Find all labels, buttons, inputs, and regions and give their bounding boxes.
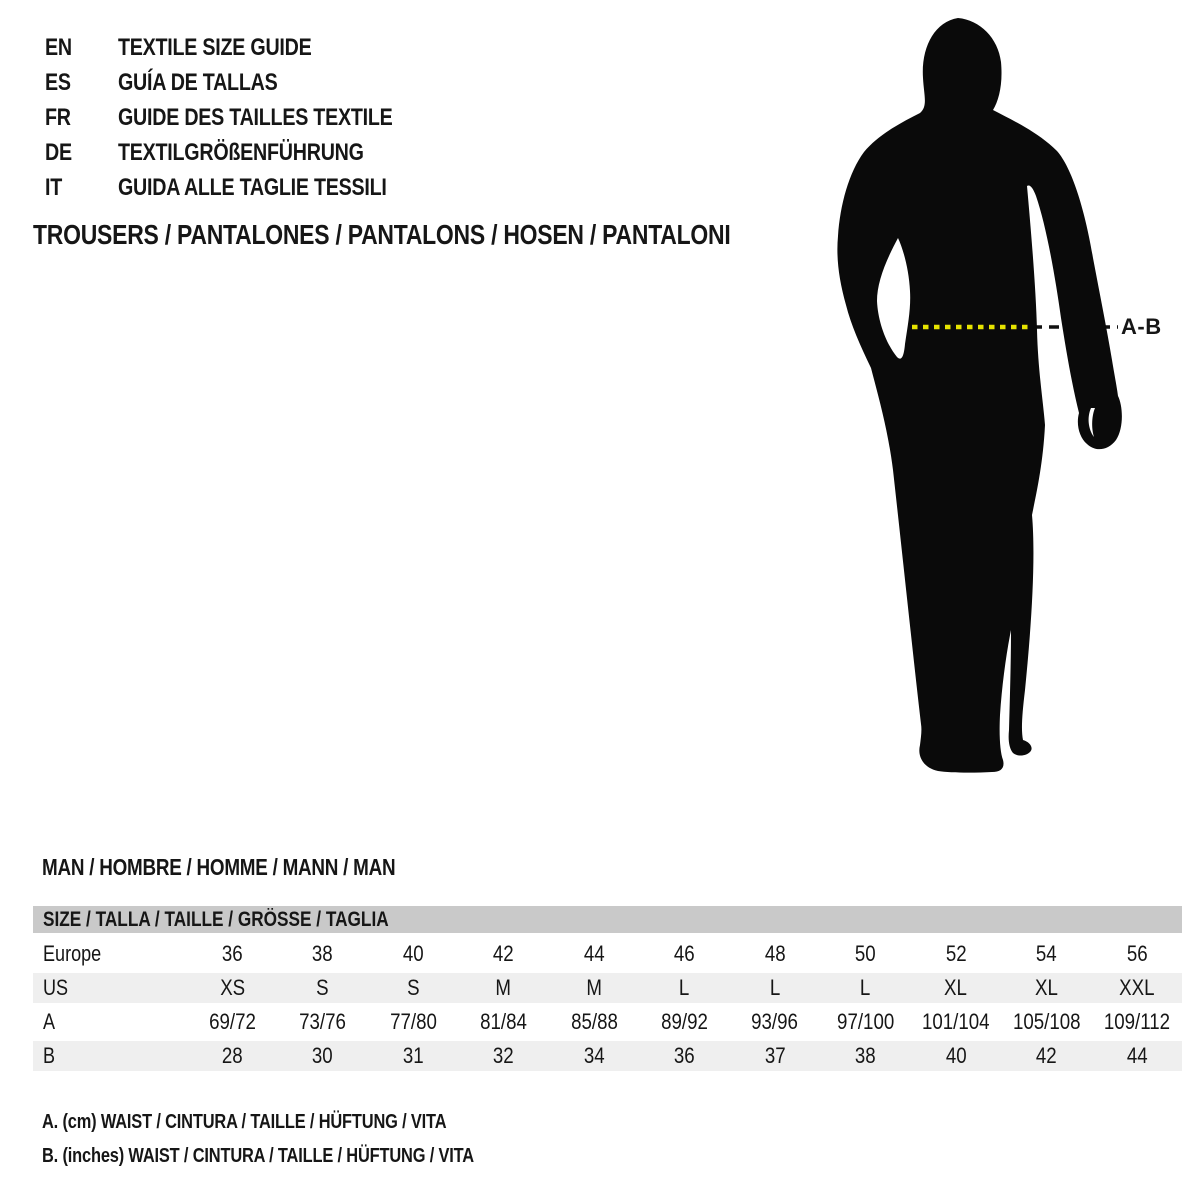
table-cell: 38 bbox=[312, 941, 334, 966]
table-cell: 54 bbox=[1035, 941, 1057, 966]
table-cell: S bbox=[316, 975, 329, 1000]
section-heading-man: MAN / HOMBRE / HOMME / MANN / MAN bbox=[42, 854, 396, 880]
language-code: IT bbox=[45, 174, 63, 201]
table-row-b-inches bbox=[33, 1041, 1182, 1071]
table-cell: 28 bbox=[221, 1043, 243, 1068]
language-title: GUIDE DES TAILLES TEXTILE bbox=[118, 104, 393, 131]
category-heading: TROUSERS / PANTALONES / PANTALONS / HOSEN / PANTALONI bbox=[33, 219, 731, 250]
table-cell: XXL bbox=[1119, 975, 1155, 1000]
table-cell: XL bbox=[1034, 975, 1058, 1000]
table-cell: 50 bbox=[854, 941, 876, 966]
table-cell: L bbox=[679, 975, 690, 1000]
silhouette-body bbox=[837, 18, 1121, 773]
table-cell: 40 bbox=[945, 1043, 967, 1068]
table-cell: 105/108 bbox=[1012, 1009, 1081, 1034]
table-cell: 93/96 bbox=[751, 1009, 799, 1034]
table-cell: 38 bbox=[854, 1043, 876, 1068]
table-cell: 32 bbox=[493, 1043, 514, 1068]
language-title: TEXTILGRÖßENFÜHRUNG bbox=[118, 139, 364, 166]
table-cell: 36 bbox=[674, 1043, 695, 1068]
table-cell: 42 bbox=[1035, 1043, 1057, 1068]
table-cell: 56 bbox=[1126, 941, 1148, 966]
table-cell: 44 bbox=[583, 941, 605, 966]
table-cell: 44 bbox=[1126, 1043, 1148, 1068]
table-cell: 52 bbox=[945, 941, 967, 966]
table-cell: 42 bbox=[493, 941, 514, 966]
row-label: B bbox=[43, 1043, 56, 1068]
table-cell: XS bbox=[219, 975, 245, 1000]
table-cell: 30 bbox=[312, 1043, 334, 1068]
table-row-us bbox=[33, 973, 1182, 1003]
table-cell: XL bbox=[944, 975, 968, 1000]
language-title: TEXTILE SIZE GUIDE bbox=[118, 34, 312, 61]
row-label: US bbox=[43, 975, 69, 1000]
footnote-inches-waist: B. (inches) WAIST / CINTURA / TAILLE / HÜFTUNG / VITA bbox=[42, 1145, 474, 1167]
table-cell: 101/104 bbox=[922, 1009, 990, 1034]
table-cell: L bbox=[769, 975, 781, 1000]
table-cell: 81/84 bbox=[480, 1009, 527, 1034]
table-cell: 77/80 bbox=[389, 1009, 437, 1034]
table-cell: 73/76 bbox=[299, 1009, 347, 1034]
language-code: EN bbox=[45, 34, 72, 61]
table-cell: 37 bbox=[764, 1043, 786, 1068]
table-cell: 48 bbox=[764, 941, 786, 966]
language-code: DE bbox=[45, 139, 72, 166]
table-cell: 40 bbox=[402, 941, 424, 966]
table-cell: 89/92 bbox=[661, 1009, 708, 1034]
measure-label-ab: A-B bbox=[1121, 314, 1162, 339]
language-code: FR bbox=[45, 104, 71, 131]
table-cell: 69/72 bbox=[208, 1009, 256, 1034]
table-cell: 85/88 bbox=[570, 1009, 618, 1034]
table-row-a-cm bbox=[33, 1007, 1182, 1037]
language-code: ES bbox=[45, 69, 71, 96]
language-title: GUIDA ALLE TAGLIE TESSILI bbox=[118, 174, 387, 201]
footnote-cm-waist: A. (cm) WAIST / CINTURA / TAILLE / HÜFTUNG / VITA bbox=[42, 1111, 447, 1133]
table-cell: 31 bbox=[402, 1043, 424, 1068]
table-cell: M bbox=[495, 975, 512, 1000]
row-label: A bbox=[43, 1009, 56, 1034]
table-cell: 97/100 bbox=[836, 1009, 894, 1034]
table-cell: S bbox=[406, 975, 420, 1000]
size-table-header: SIZE / TALLA / TAILLE / GRÖSSE / TAGLIA bbox=[33, 906, 1182, 933]
size-table bbox=[33, 906, 1182, 1075]
table-cell: 46 bbox=[674, 941, 695, 966]
language-title: GUÍA DE TALLAS bbox=[118, 69, 278, 96]
table-cell: 36 bbox=[221, 941, 243, 966]
table-cell: 34 bbox=[583, 1043, 605, 1068]
table-cell: M bbox=[586, 975, 602, 1000]
table-cell: L bbox=[860, 975, 871, 1000]
table-cell: 109/112 bbox=[1103, 1009, 1170, 1034]
table-row-europe bbox=[33, 939, 1182, 969]
row-label: Europe bbox=[43, 941, 102, 966]
